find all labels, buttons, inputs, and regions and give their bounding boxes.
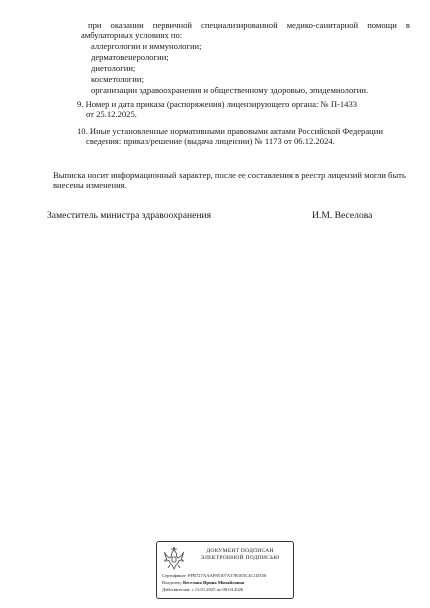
signer-title: Заместитель министра здравоохранения <box>47 210 212 221</box>
owner-line <box>162 580 244 586</box>
coat-of-arms-icon <box>162 546 186 572</box>
other-info-line-2: сведения: приказ/решение (выдача лицензии) № 1173 от 06.12.2024. <box>86 136 335 146</box>
validity-value: с 13.01.2025 по 08.04.2026 <box>191 587 244 592</box>
signer-name: И.М. Веселова <box>312 210 373 221</box>
notice-line-1: Выписка носит информационный характер, после ее составления в реестр лицензий могли быть <box>53 170 406 180</box>
certificate-label: Сертификат: <box>162 573 188 578</box>
electronic-signature-stamp <box>156 541 294 599</box>
notice-line-2: внесены изменения. <box>53 180 127 190</box>
list-item: аллергологии и иммунологии; <box>91 41 202 51</box>
certificate-value: FFB727AAAF85107A37B1E5C4C1D350 <box>187 573 267 578</box>
list-item: диетологии; <box>91 63 136 73</box>
order-number-line: 9. Номер и дата приказа (распоряжения) лицензирующего органа: № П-1433 <box>77 99 358 109</box>
intro-line-1: при оказании первичной специализированной медико-санитарной помощи в <box>88 20 410 30</box>
validity-label: Действителен: <box>162 587 192 592</box>
list-item: организации здравоохранения и общественному здоровью, эпидемиологии. <box>91 85 369 95</box>
order-date-line: от 25.12.2025. <box>86 109 137 119</box>
owner-label: Владелец: <box>162 580 183 585</box>
owner-value: Веселова Ирина Михайловна <box>183 580 245 585</box>
list-item: косметологии; <box>91 74 144 84</box>
stamp-title-line-2: ЭЛЕКТРОННОЙ ПОДПИСЬЮ <box>200 555 280 561</box>
other-info-line-1: 10. Иные установленные нормативными правовыми актами Российской Федерации <box>77 126 383 136</box>
list-item: дерматовенерологии; <box>91 52 169 62</box>
stamp-title-line-1: ДОКУМЕНТ ПОДПИСАН <box>206 548 274 554</box>
certificate-line <box>162 573 266 579</box>
intro-line-2: амбулаторных условиях по: <box>81 30 183 40</box>
validity-line <box>162 587 243 593</box>
